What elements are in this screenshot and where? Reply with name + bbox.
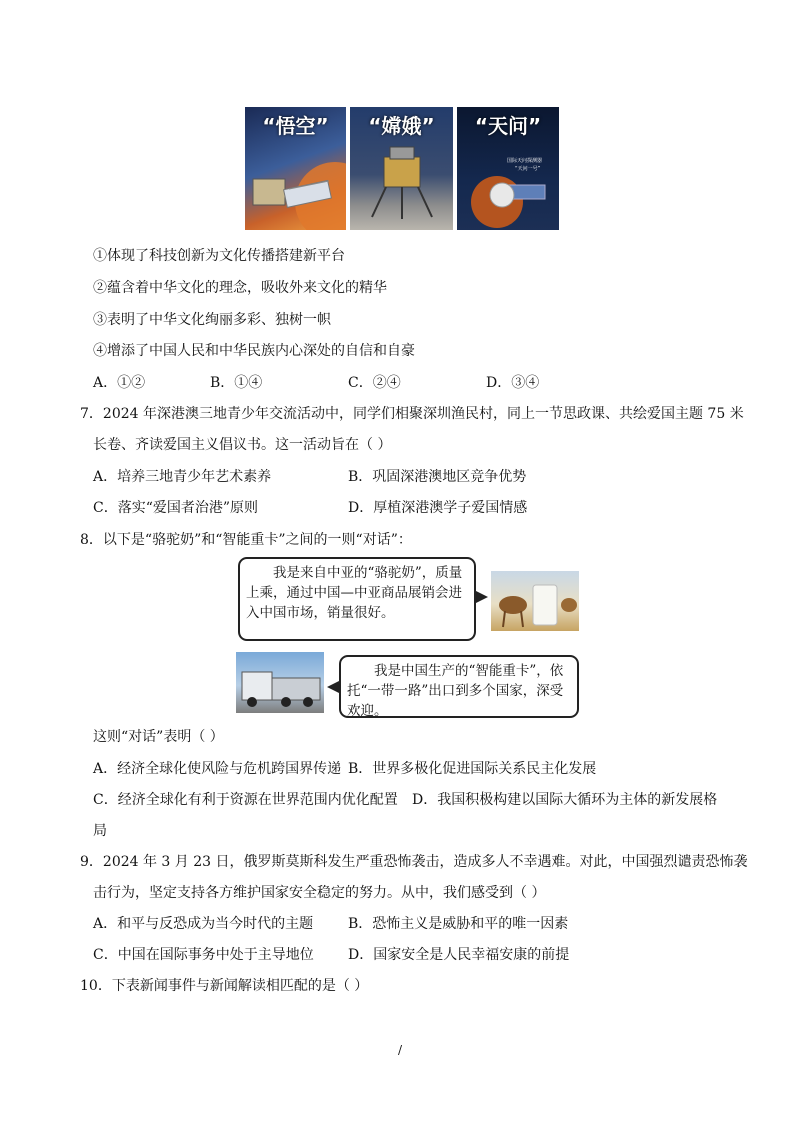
smart-truck-image <box>236 652 324 713</box>
q9-option-a[interactable]: A．和平与反恐成为当今时代的主题 <box>93 916 314 932</box>
camel-milk-dialogue: 我是来自中亚的“骆驼奶”，质量上乘，通过中国—中亚商品展销会进入中国市场，销量很好。 <box>246 565 463 621</box>
change-lander-image <box>350 107 453 230</box>
q9-option-b[interactable]: B．恐怖主义是威胁和平的唯一因素 <box>348 916 569 932</box>
bubble1-tail <box>474 590 488 604</box>
camel-milk-speech-bubble <box>238 557 476 641</box>
q8-stem: 8．以下是“骆驼奶”和“智能重卡”之间的一则“对话”： <box>80 532 412 548</box>
q8-option-d-wrap: 局 <box>93 823 107 839</box>
tianwen-probe-image <box>457 107 559 230</box>
panel-title-change: “嫦娥” <box>368 114 435 138</box>
panel-title-tianwen: “天问” <box>474 114 542 138</box>
q9-stem-line-2: 击行为，坚定支持各方维护国家安全稳定的努力。从中，我们感受到（ ） <box>93 885 546 901</box>
page-number: / <box>398 1043 403 1057</box>
wukong-satellite-image <box>245 107 346 230</box>
q6-statement-2: ②蕴含着中华文化的理念，吸收外来文化的精华 <box>93 280 387 296</box>
q7-option-d[interactable]: D．厚植深港澳学子爱国情感 <box>348 500 528 516</box>
q9-stem-line-1: 9．2024 年 3 月 23 日，俄罗斯莫斯科发生严重恐怖袭击，造成多人不幸遇难。对此，中国强烈谴责恐怖袭 <box>80 854 748 870</box>
q7-stem-line-1: 7．2024 年深港澳三地青少年交流活动中，同学们相聚深圳渔民村，同上一节思政课、共绘爱国主题 75 米 <box>80 406 744 422</box>
q9-option-c[interactable]: C．中国在国际事务中处于主导地位 <box>93 947 314 963</box>
q6-option-c[interactable]: C．②④ <box>348 375 401 391</box>
tianwen-caption-2: “天问一号” <box>515 166 541 172</box>
q6-statement-4: ④增添了中国人民和中华民族内心深处的自信和自豪 <box>93 343 415 359</box>
q7-option-c[interactable]: C．落实“爱国者治港”原则 <box>93 500 259 516</box>
q6-option-d[interactable]: D．③④ <box>486 375 540 391</box>
q8-option-a[interactable]: A．经济全球化使风险与危机跨国界传递 <box>93 761 342 777</box>
q6-option-a[interactable]: A．①② <box>93 375 146 391</box>
tianwen-caption-1: 国际天问探测器 <box>507 158 543 164</box>
q8-option-d[interactable]: D．我国积极构建以国际大循环为主体的新发展格 <box>412 792 718 808</box>
q6-statement-3: ③表明了中华文化绚丽多彩、独树一帜 <box>93 312 331 328</box>
q8-prompt: 这则“对话”表明（ ） <box>93 729 224 745</box>
q7-option-a[interactable]: A．培养三地青少年艺术素养 <box>93 469 272 485</box>
panel-title-wukong: “悟空” <box>262 114 329 138</box>
q8-option-b[interactable]: B．世界多极化促进国际关系民主化发展 <box>348 761 597 777</box>
q7-option-b[interactable]: B．巩固深港澳地区竞争优势 <box>348 469 527 485</box>
q6-option-b[interactable]: B．①④ <box>210 375 263 391</box>
q10-stem: 10．下表新闻事件与新闻解读相匹配的是（ ） <box>80 978 369 994</box>
q7-stem-line-2: 长卷、齐读爱国主义倡议书。这一活动旨在（ ） <box>93 437 392 453</box>
smart-truck-dialogue: 我是中国生产的“智能重卡”，依托“一带一路”出口到多个国家，深受欢迎。 <box>347 663 564 719</box>
q8-option-c[interactable]: C．经济全球化有利于资源在世界范围内优化配置 <box>93 792 398 808</box>
smart-truck-speech-bubble <box>339 655 579 718</box>
q6-statement-1: ①体现了科技创新为文化传播搭建新平台 <box>93 248 345 264</box>
q9-option-d[interactable]: D．国家安全是人民幸福安康的前提 <box>348 947 570 963</box>
camel-milk-image <box>491 571 579 631</box>
